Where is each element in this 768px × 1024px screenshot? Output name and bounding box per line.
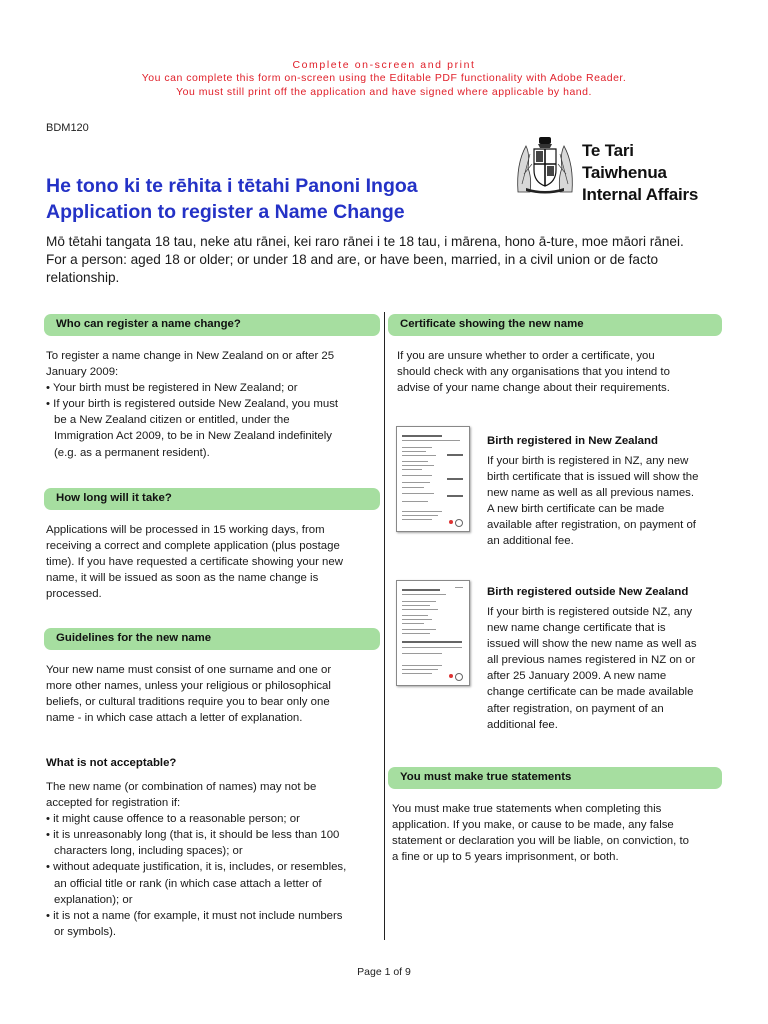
section-heading-how-long: How long will it take? — [44, 488, 380, 510]
page-title-maori: He tono ki te rēhita i tētahi Panoni Ingoa — [46, 175, 418, 197]
not-acceptable-paragraph: The new name (or combination of names) may not be accepted for registration if: • it might cause offence to a reasonable person; or • it is unreasonably long (that is, it should be less than 100 characters long, including spaces); or • without adequate justification, it is, includes, or resembles, an official title or rank (in which case attach a letter of explanation); or • it is not a name (for example, it must not include numbers or symbols). — [46, 781, 347, 938]
intro-english: For a person: aged 18 or older; or under 18 and are, or have been, married, in a civil union or de facto relationship. — [46, 252, 659, 285]
intro-maori: Mō tētahi tangata 18 tau, neke atu rānei, kei raro rānei i te 18 tau, i mārena, hono ā-ture, moe māori rānei. — [46, 234, 684, 249]
guidelines-paragraph: Your new name must consist of one surname and one or more other names, unless your religious or philosophical beliefs, or cultural traditions require you to bear only one name - in which case attach a letter of explanation. — [46, 664, 332, 725]
subheading-not-acceptable: What is not acceptable? — [46, 757, 177, 769]
section-heading-certificate: Certificate showing the new name — [388, 314, 722, 336]
page-number: Page 1 of 9 — [357, 966, 411, 978]
true-statements-paragraph: You must make true statements when completing this application. If you make, or cause to be made, any false statement or declaration you will be liable, on conviction, to a fine or up to 5 years imprisonment, or both. — [392, 803, 689, 864]
notice-heading: Complete on-screen and print — [292, 59, 476, 71]
section-heading-who: Who can register a name change? — [44, 314, 380, 336]
birth-nz-paragraph: If your birth is registered in NZ, any new birth certificate that is issued will show the new name as well as all previous names. A new birth certificate can be made available after registration, on payment of an additional fee. — [487, 455, 699, 548]
section-heading-guidelines: Guidelines for the new name — [44, 628, 380, 650]
section-heading-true-statements: You must make true statements — [388, 767, 722, 789]
page-title: Application to register a Name Change — [46, 201, 405, 223]
form-code: BDM120 — [46, 122, 89, 134]
coat-of-arms-icon — [512, 134, 578, 194]
name-change-certificate-thumbnail — [396, 580, 470, 686]
how-long-paragraph: Applications will be processed in 15 working days, from receiving a correct and complete application (plus postage time). If you have requested a certificate showing your new name, it will be issued as soon as the name change is processed. — [46, 524, 343, 601]
subheading-birth-nz: Birth registered in New Zealand — [487, 435, 658, 447]
birth-certificate-thumbnail — [396, 426, 470, 532]
column-divider — [384, 312, 385, 940]
birth-outside-paragraph: If your birth is registered outside NZ, any new name change certificate that is issued will show the new name as well as all previous names registered in NZ on or after 25 January 2009. A new name change certificate can be made available after registration, on payment of an additional fee. — [487, 606, 697, 731]
who-paragraph: To register a name change in New Zealand on or after 25 January 2009: • Your birth must be registered in New Zealand; or • If your birth is registered outside New Zealand, you must be a New Zealand citizen or entitled, under the Immigration Act 2009, to be in New Zealand indefinitely (e.g. as a permanent resident). — [46, 350, 339, 459]
internal-affairs-logo — [512, 134, 722, 204]
notice-line: You can complete this form on-screen using the Editable PDF functionality with Adobe Reader. — [141, 72, 627, 84]
certificate-paragraph: If you are unsure whether to order a certificate, you should check with any organisations that you intend to advise of your name change about their requirements. — [397, 350, 670, 395]
logo-wordmark: Te Tari Taiwhenua Internal Affairs — [582, 141, 699, 204]
subheading-birth-outside-nz: Birth registered outside New Zealand — [487, 586, 689, 598]
notice-line: You must still print off the application and have signed where applicable by hand. — [176, 86, 592, 98]
